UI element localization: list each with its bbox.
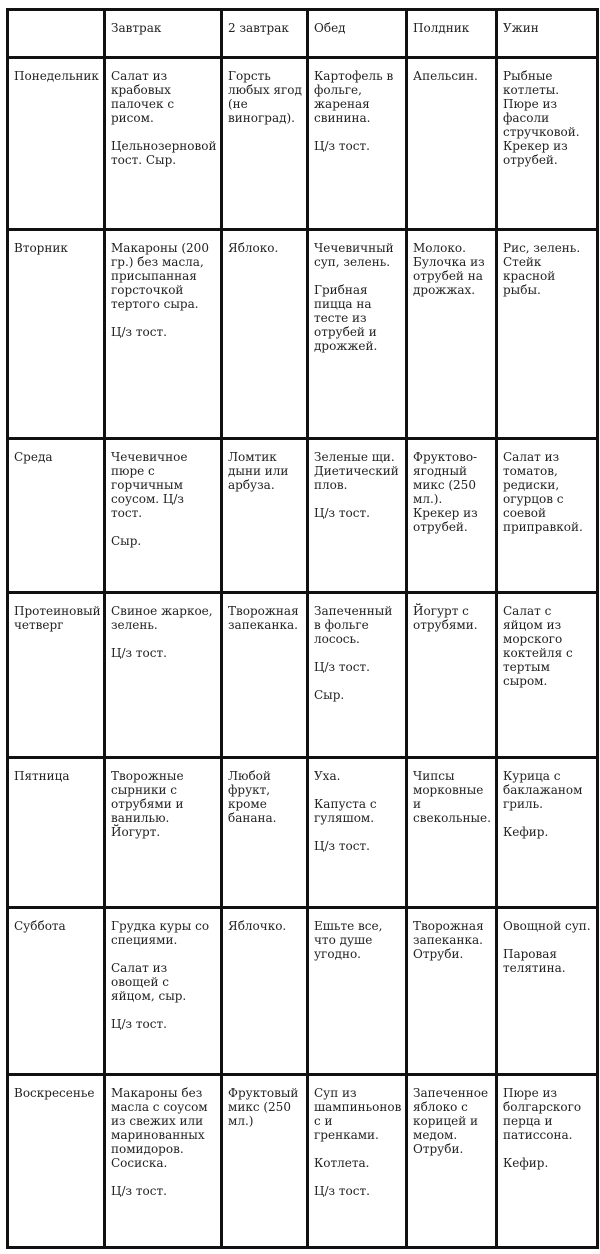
meal-text: Пюре из болгарского перца и патиссона. — [503, 1086, 582, 1142]
table-row — [8, 58, 598, 230]
meal-cell-snack — [407, 230, 497, 439]
meal-cell-snack — [407, 439, 497, 593]
table-row — [8, 1075, 598, 1248]
meal-cell-second-breakfast — [222, 758, 308, 908]
meal-cell-breakfast — [105, 908, 222, 1075]
meal-text: Творожная запеканка. Отруби. — [413, 919, 484, 961]
meal-text: Салат из овощей с яйцом, сыр. — [111, 961, 187, 1003]
day-label: Суббота — [8, 908, 105, 1075]
meal-text: Паровая телятина. — [503, 947, 566, 975]
day-label: Понедельник — [8, 58, 105, 230]
meal-cell-lunch — [308, 593, 407, 758]
meal-cell-dinner — [497, 439, 598, 593]
meal-cell-breakfast — [105, 439, 222, 593]
meal-text: Йогурт с отрубями. — [413, 604, 478, 632]
meal-cell-lunch — [308, 230, 407, 439]
meal-cell-lunch — [308, 58, 407, 230]
meal-text: Ломтик дыни или арбуза. — [228, 450, 289, 492]
header-row — [8, 10, 598, 58]
table-row — [8, 439, 598, 593]
meal-text: Цельнозерновой тост. Сыр. — [111, 139, 217, 167]
meal-text: Сыр. — [111, 534, 142, 548]
meal-cell-second-breakfast — [222, 230, 308, 439]
meal-text: Фруктово-ягодный микс (250 мл.). Крекер из отрубей. — [413, 450, 478, 534]
meal-text: Запеченное яблоко с корицей и медом. Отруби. — [413, 1086, 489, 1156]
meal-cell-dinner — [497, 908, 598, 1075]
day-label: Протеиновый четверг — [8, 593, 105, 758]
meal-text: Ц/з тост. — [314, 139, 370, 153]
meal-header-snack: Полдник — [407, 10, 497, 58]
weekly-meal-plan-table — [6, 8, 599, 1249]
meal-text: Ц/з тост. — [111, 1017, 167, 1031]
meal-text: Ц/з тост. — [111, 325, 167, 339]
meal-text: Картофель в фольге, жареная свинина. — [314, 69, 394, 125]
meal-text: Ц/з тост. — [314, 1184, 370, 1198]
meal-text: Ц/з тост. — [111, 1184, 167, 1198]
meal-text: Ешьте все, что душе угодно. — [314, 919, 383, 961]
meal-text: Запеченный в фольге лосось. — [314, 604, 393, 646]
meal-cell-second-breakfast — [222, 58, 308, 230]
table-row — [8, 908, 598, 1075]
table-row — [8, 230, 598, 439]
meal-text: Яблочко. — [228, 919, 287, 933]
meal-cell-breakfast — [105, 1075, 222, 1248]
meal-header-breakfast: Завтрак — [105, 10, 222, 58]
meal-text: Кефир. — [503, 825, 549, 839]
day-label: Вторник — [8, 230, 105, 439]
day-label: Пятница — [8, 758, 105, 908]
meal-header-dinner: Ужин — [497, 10, 598, 58]
meal-cell-breakfast — [105, 758, 222, 908]
meal-text: Уха. — [314, 769, 341, 783]
table-row — [8, 758, 598, 908]
meal-text: Грудка куры со специями. — [111, 919, 210, 947]
meal-text: Ц/з тост. — [314, 506, 370, 520]
meal-text: Творожная запеканка. — [228, 604, 299, 632]
meal-cell-dinner — [497, 230, 598, 439]
meal-text: Макароны (200 гр.) без масла, присыпанная горсточкой тертого сыра. — [111, 241, 209, 311]
meal-text: Капуста с гуляшом. — [314, 797, 377, 825]
meal-text: Рис, зелень. Стейк красной рыбы. — [503, 241, 581, 297]
meal-text: Любой фрукт, кроме банана. — [228, 769, 277, 825]
meal-text: Зеленые щи. Диетический плов. — [314, 450, 399, 492]
meal-text: Кефир. — [503, 1156, 549, 1170]
corner-cell — [8, 10, 105, 58]
meal-cell-snack — [407, 1075, 497, 1248]
meal-header-lunch: Обед — [308, 10, 407, 58]
meal-text: Ц/з тост. — [314, 660, 370, 674]
meal-text: Яблоко. — [228, 241, 279, 255]
meal-text: Салат из томатов, редиски, огурцов с соевой приправкой. — [503, 450, 583, 534]
meal-cell-snack — [407, 758, 497, 908]
meal-text: Молоко. Булочка из отрубей на дрожжах. — [413, 241, 485, 297]
meal-cell-dinner — [497, 58, 598, 230]
meal-cell-second-breakfast — [222, 593, 308, 758]
meal-cell-lunch — [308, 908, 407, 1075]
meal-text: Апельсин. — [413, 69, 478, 83]
meal-text: Котлета. — [314, 1156, 370, 1170]
meal-text: Творожные сырники с отрубями и ванилью. Йогурт. — [111, 769, 184, 839]
meal-cell-second-breakfast — [222, 1075, 308, 1248]
meal-text: Макароны без масла с соусом из свежих или маринованных помидоров. Сосиска. — [111, 1086, 208, 1170]
meal-text: Чечевичный суп, зелень. — [314, 241, 394, 269]
meal-text: Салат из крабовых палочек с рисом. — [111, 69, 175, 125]
meal-cell-breakfast — [105, 230, 222, 439]
meal-header-second-breakfast: 2 завтрак — [222, 10, 308, 58]
meal-cell-snack — [407, 908, 497, 1075]
meal-cell-lunch — [308, 1075, 407, 1248]
day-label: Среда — [8, 439, 105, 593]
meal-cell-second-breakfast — [222, 439, 308, 593]
meal-text: Фруктовый микс (250 мл.) — [228, 1086, 299, 1128]
meal-cell-dinner — [497, 593, 598, 758]
day-label: Воскресенье — [8, 1075, 105, 1248]
meal-text: Сыр. — [314, 688, 345, 702]
meal-text: Грибная пицца на тесте из отрубей и дрожжей. — [314, 283, 378, 353]
meal-text: Рыбные котлеты. Пюре из фасоли стручковой. Крекер из отрубей. — [503, 69, 580, 167]
meal-text: Курица с баклажаном гриль. — [503, 769, 583, 811]
meal-cell-dinner — [497, 1075, 598, 1248]
meal-text: Горсть любых ягод (не виноград). — [228, 69, 302, 125]
meal-cell-lunch — [308, 758, 407, 908]
meal-cell-breakfast — [105, 58, 222, 230]
meal-text: Чечевичное пюре с горчичным соусом. Ц/з тост. — [111, 450, 188, 520]
meal-text: Свиное жаркое, зелень. — [111, 604, 213, 632]
meal-cell-dinner — [497, 758, 598, 908]
meal-text: Чипсы морковные и свекольные. — [413, 769, 491, 825]
meal-text: Ц/з тост. — [314, 839, 370, 853]
meal-text: Суп из шампиньонов с и гренками. — [314, 1086, 402, 1142]
meal-cell-snack — [407, 58, 497, 230]
meal-text: Овощной суп. — [503, 919, 591, 933]
meal-cell-breakfast — [105, 593, 222, 758]
meal-cell-snack — [407, 593, 497, 758]
meal-text: Салат с яйцом из морского коктейля с тертым сыром. — [503, 604, 573, 688]
meal-cell-lunch — [308, 439, 407, 593]
meal-cell-second-breakfast — [222, 908, 308, 1075]
table-row — [8, 593, 598, 758]
meal-text: Ц/з тост. — [111, 646, 167, 660]
